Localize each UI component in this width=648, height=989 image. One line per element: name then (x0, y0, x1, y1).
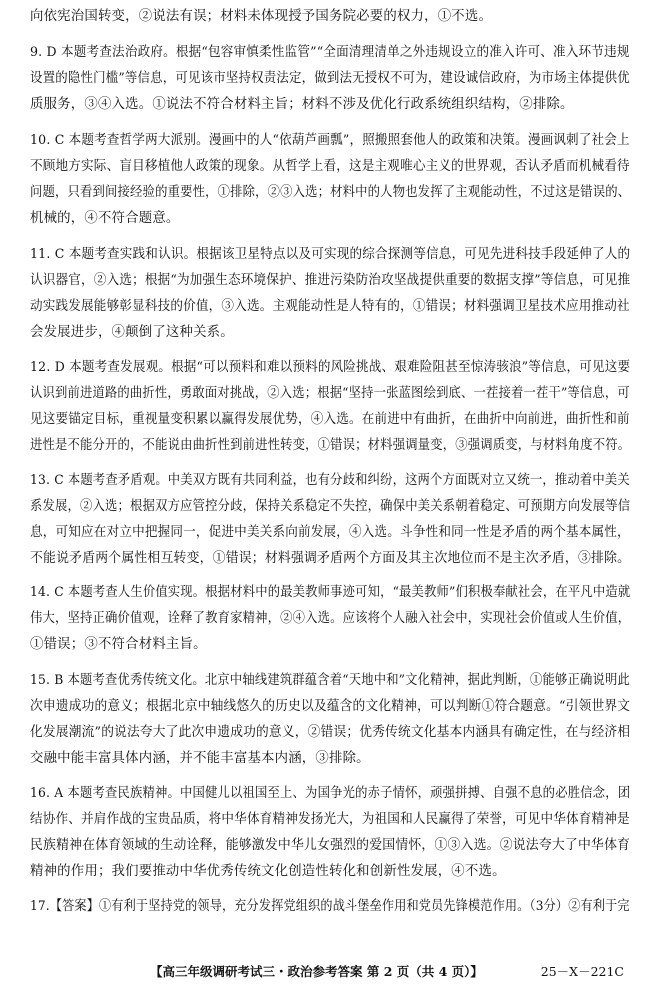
answer-line: 认识到前进道路的曲折性，勇敢面对挑战，②入选；根据“坚持一张蓝图绘到底、一茬接着一茬干”等信息，可 (30, 386, 630, 401)
answer-line: 9. D 本题考查法治政府。根据“包容审慎柔性监管”“全面清理清单之外违规设立的准入许可、准入环节违规 (30, 45, 630, 60)
answer-item-q13 (30, 468, 630, 572)
answer-item-q9 (30, 40, 630, 118)
answer-line: 11. C 本题考查实践和认识。根据该卫星特点以及可实现的综合探测等信息，可见先进科技手段延伸了人的 (30, 247, 631, 262)
answer-line: 息，可知应在对立中把握同一，促进中美关系向前发展，④入选。斗争性和同一性是矛盾的两个基本属性， (30, 525, 630, 540)
answer-item-intro (30, 4, 630, 30)
answer-line: 14. C 本题考查人生价值实现。根据材料中的最美教师事迹可知，“最美教师”们积极奉献社会，在平凡中造就 (30, 585, 631, 600)
answer-item-q10 (30, 128, 630, 232)
answer-line: 民族精神在体育领域的生动诠释，能够激发中华儿女强烈的爱国情怀，①③入选。②说法夸大了中华体育 (30, 838, 631, 853)
answer-line: 问题，只看到间接经验的重要性，①排除，②③入选；材料中的人物也发挥了主观能动性，不过这是错误的、 (30, 185, 631, 200)
answer-item-q17 (30, 894, 630, 920)
answer-line: 系发展，②入选；根据双方应管控分歧，保持关系稳定不失控，确保中美关系朝着稳定、可预期方向发展等信 (30, 499, 631, 514)
answer-line: 10. C 本题考查哲学两大派别。漫画中的人“依葫芦画瓢”，照搬照套他人的政策和决策。漫画讽刺了社会上 (30, 133, 630, 148)
answer-item-q16 (30, 781, 630, 885)
answer-line: 向依宪治国转变，②说法有误；材料未体现授予国务院必要的权力，①不选。 (30, 9, 493, 24)
answer-line: 次申遗成功的意义；根据北京中轴线悠久的历史以及蕴含的文化精神，可以判断①符合题意。“引领世界文 (30, 699, 631, 714)
answer-line: 不能说矛盾两个属性相互转变，①错误；材料强调矛盾两个方面及其主次地位而不是主次矛盾，③排除。 (30, 551, 631, 566)
answer-line: 12. D 本题考查发展观。根据“可以预料和难以预料的风险挑战、艰难险阻甚至惊涛骇浪”等信息，可见这要 (30, 360, 631, 375)
answer-line: 机械的，④不符合题意。 (30, 211, 180, 226)
answer-item-q11 (30, 242, 630, 346)
answer-line: 化发展潮流”的说法夸大了此次申遗成功的意义，②错误；优秀传统文化基本内涵具有确定性，在与经济相 (30, 725, 631, 740)
answer-line: 不顾地方实际、盲目移植他人政策的现象。从哲学上看，这是主观唯心主义的世界观，否认矛盾而机械看待 (30, 159, 630, 174)
page-footer (0, 960, 648, 984)
answer-line: 13. C 本题考查矛盾观。中美双方既有共同利益，也有分歧和纠纷，这两个方面既对立又统一，推动着中美关 (30, 473, 630, 488)
answer-item-q15 (30, 668, 630, 772)
answer-line: 进性是不能分开的，不能说由曲折性到前进性转变，①错误；材料强调量变，③强调质变，与材料角度不符。 (30, 438, 631, 453)
answer-line: 17.【答案】①有利于坚持党的领导，充分发挥党组织的战斗堡垒作用和党员先锋模范作用。（3分）②有利于完 (30, 899, 630, 914)
answer-line: 结协作、并肩作战的宝贵品质，将中华体育精神发扬光大，为祖国和人民赢得了荣誉，可见中华体育精神是 (30, 812, 630, 827)
answer-line: 精神的作用；我们要推动中华优秀传统文化创造性转化和创新性发展，④不选。 (30, 864, 506, 879)
answer-line: ①错误；③不符合材料主旨。 (30, 637, 207, 652)
footer-exam-code: 25－X－221C (540, 964, 624, 979)
answer-line: 15. B 本题考查优秀传统文化。北京中轴线建筑群蕴含着“天地中和”文化精神，据此判断，①能够正确说明此 (30, 673, 630, 688)
answer-item-q14 (30, 580, 630, 658)
answer-line: 认识器官，②入选；根据“为加强生态环境保护、推进污染防治攻坚战提供重要的数据支撑”等信息，可见推 (30, 273, 631, 288)
answer-line: 见这要锚定目标，重视量变积累以赢得发展优势，④入选。在前进中有曲折，在曲折中向前进，曲折性和前 (30, 412, 630, 427)
answer-line: 质服务，③④入选。①说法不符合材料主旨；材料不涉及优化行政系统组织结构，②排除。 (30, 97, 574, 112)
answer-line: 伟大，坚持正确价值观，诠释了教育家精神，②④入选。应该将个人融入社会中，实现社会价值或人生价值， (30, 611, 631, 626)
answer-line: 交融中能丰富具体内涵，并不能丰富基本内涵，③排除。 (30, 751, 370, 766)
answer-line: 动实践发展能够彰显科技的价值，③入选。主观能动性是人特有的，①错误；材料强调卫星技术应用推动社 (30, 299, 630, 314)
answer-line: 设置的隐性门槛”等信息，可见该市坚持权责法定，做到法无授权不可为，建设诚信政府，为市场主体提供优 (30, 71, 630, 86)
footer-title: 【高三年级调研考试三・政治参考答案 第 2 页（共 4 页）】 (150, 964, 483, 979)
answer-line: 16. A 本题考查民族精神。中国健儿以祖国至上、为国争光的赤子情怀，顽强拼搏、自强不息的必胜信念，团 (30, 786, 631, 801)
answer-line: 会发展进步，④颠倒了这种关系。 (30, 325, 234, 340)
answer-item-q12 (30, 355, 630, 459)
